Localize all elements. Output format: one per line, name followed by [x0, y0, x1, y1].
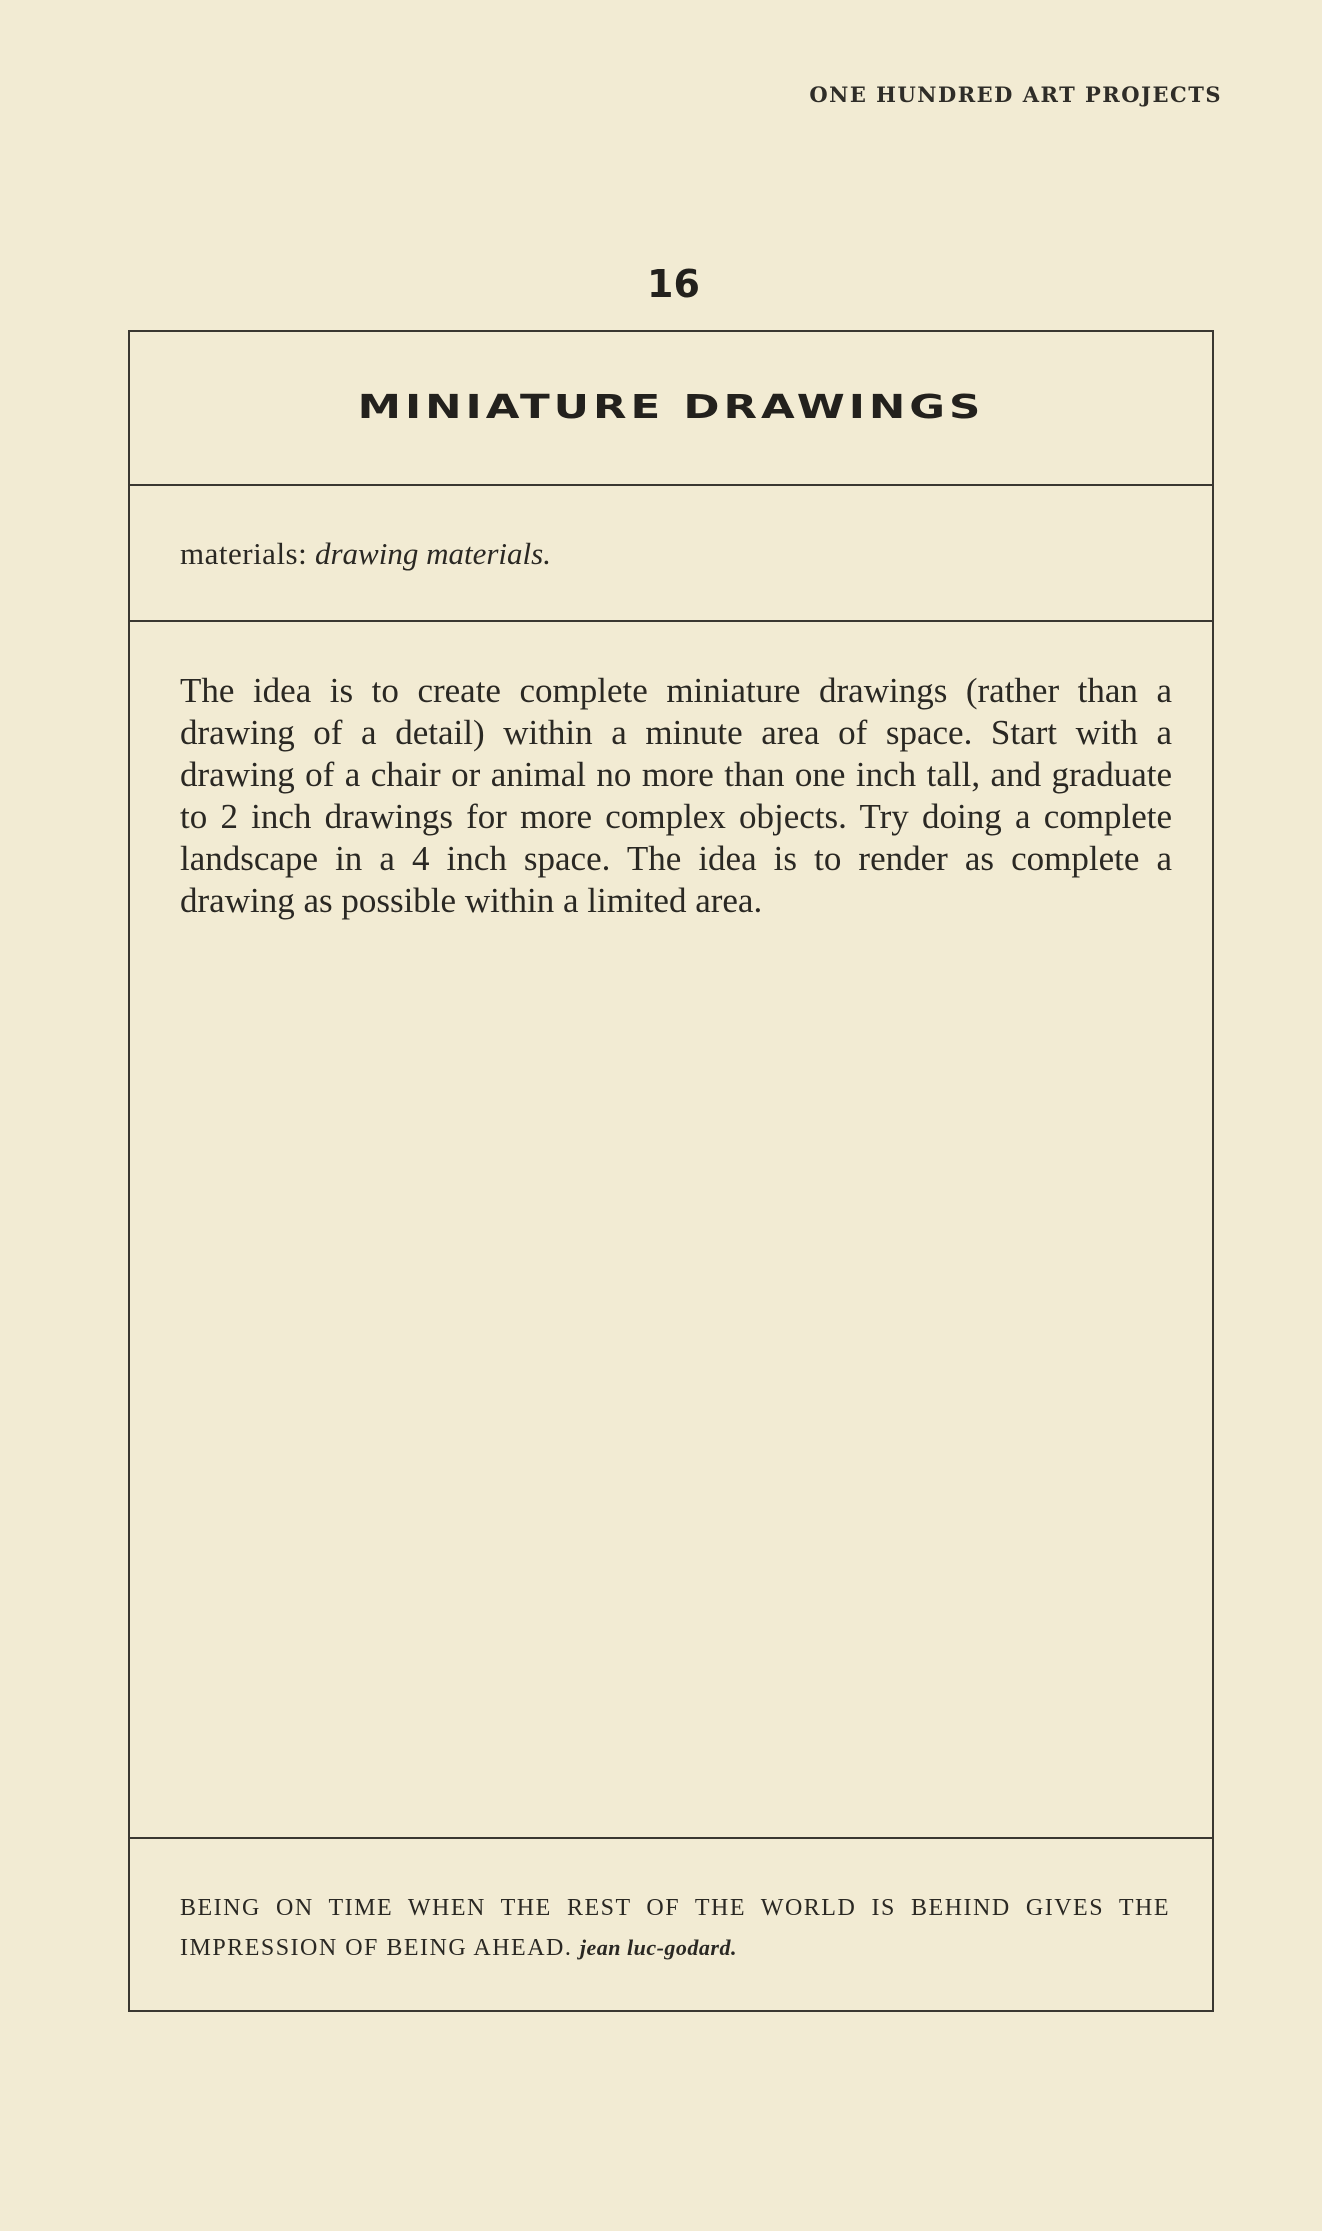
- materials-label: materials:: [180, 536, 308, 571]
- materials-section: [130, 486, 1212, 622]
- project-title: MINIATURE DRAWINGS: [357, 387, 985, 426]
- project-number: 16: [647, 262, 700, 306]
- materials-value: drawing materials.: [314, 536, 551, 571]
- quote-text: BEING ON TIME WHEN THE REST OF THE WORLD IS BEHIND GIVES THE IMPRESSION OF BEING AHEAD.: [180, 1895, 1170, 1961]
- running-head: ONE HUNDRED ART PROJECTS: [809, 82, 1222, 107]
- body-section: [130, 622, 1212, 1839]
- quote-author: jean luc-godard.: [579, 1935, 737, 1960]
- project-card: [128, 330, 1214, 2012]
- materials-line: [180, 536, 551, 572]
- quote: [180, 1888, 1170, 1968]
- body-text: The idea is to create complete miniature drawings (rather than a drawing of a detail) within a minute area of space. Start with a drawing of a chair or animal no more than one inch tall, and graduate to 2 inch drawings for more complex objects. Try doing a complete landscape in a 4 inch space. The idea is to render as complete a drawing as possible within a limited area.: [180, 671, 1172, 920]
- title-section: [130, 332, 1212, 486]
- quote-section: [130, 1839, 1212, 2011]
